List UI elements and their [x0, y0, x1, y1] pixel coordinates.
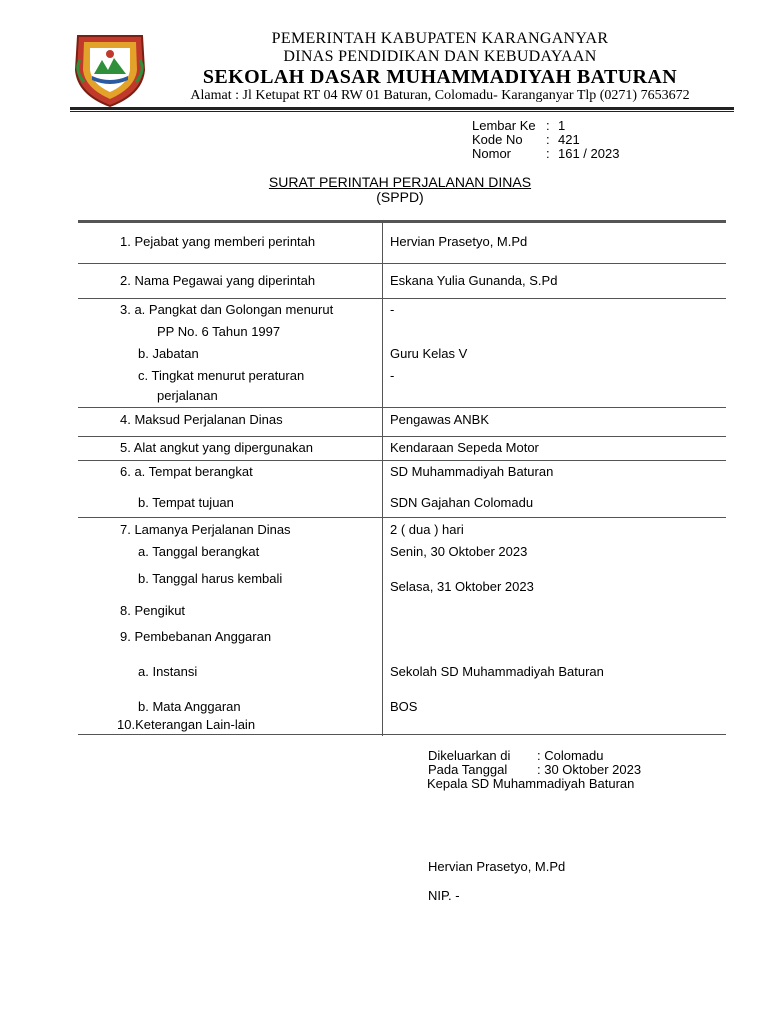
issued-date-label: Pada Tanggal [428, 762, 508, 777]
row-5-label: 5. Alat angkut yang dipergunakan [120, 440, 313, 455]
table-column-divider [382, 221, 383, 736]
row-3b-label: b. Jabatan [138, 346, 199, 361]
school-name: SEKOLAH DASAR MUHAMMADIYAH BATURAN [202, 66, 678, 88]
row-7-value: 2 ( dua ) hari [390, 522, 464, 537]
row-1-value: Hervian Prasetyo, M.Pd [390, 234, 528, 249]
nomor-value: 161 / 2023 [558, 146, 620, 161]
row-3c-label: c. Tingkat menurut peraturan [138, 368, 305, 383]
row-divider [78, 263, 726, 264]
row-3a-label-cont: PP No. 6 Tahun 1997 [157, 324, 281, 339]
row-6a-value: SD Muhammadiyah Baturan [390, 464, 554, 479]
row-9a-value: Sekolah SD Muhammadiyah Baturan [390, 664, 604, 679]
row-divider [78, 298, 726, 299]
issued-at-value: : Colomadu [537, 748, 604, 763]
row-6b-label: b. Tempat tujuan [138, 495, 234, 510]
row-9b-label: b. Mata Anggaran [138, 699, 241, 714]
row-3a-value: - [390, 302, 395, 317]
row-3c-value: - [390, 368, 395, 383]
row-divider [78, 460, 726, 461]
row-5-value: Kendaraan Sepeda Motor [390, 440, 539, 455]
row-6b-value: SDN Gajahan Colomadu [390, 495, 534, 510]
row-7-label: 7. Lamanya Perjalanan Dinas [120, 522, 291, 537]
signatory-nip: NIP. - [428, 888, 460, 903]
lembar-label: Lembar Ke [472, 118, 536, 133]
row-2-value: Eskana Yulia Gunanda, S.Pd [390, 273, 558, 288]
row-divider [78, 436, 726, 437]
row-7a-value: Senin, 30 Oktober 2023 [390, 544, 528, 559]
row-4-value: Pengawas ANBK [390, 412, 490, 427]
row-6a-label: 6. a. Tempat berangkat [120, 464, 253, 479]
lembar-value: 1 [558, 118, 566, 133]
issued-date-value: : 30 Oktober 2023 [537, 762, 642, 777]
government-name: PEMERINTAH KABUPATEN KARANGANYAR [271, 30, 609, 47]
lembar-sep: : [546, 118, 550, 133]
nomor-label: Nomor [472, 146, 512, 161]
document-subtitle: (SPPD) [376, 189, 424, 205]
row-7b-label: b. Tanggal harus kembali [138, 571, 283, 586]
table-top-border [78, 220, 726, 223]
issued-at-label: Dikeluarkan di [428, 748, 511, 763]
kode-label: Kode No [472, 132, 523, 147]
row-divider [78, 407, 726, 408]
row-7b-value: Selasa, 31 Oktober 2023 [390, 579, 534, 594]
letterhead-rule [70, 107, 734, 110]
row-4-label: 4. Maksud Perjalanan Dinas [120, 412, 283, 427]
regency-crest-icon [70, 30, 150, 108]
row-10-label: 10.Keterangan Lain-lain [117, 717, 256, 732]
row-9b-value: BOS [390, 699, 418, 714]
row-9-label: 9. Pembebanan Anggaran [120, 629, 272, 644]
kode-value: 421 [558, 132, 580, 147]
row-3b-value: Guru Kelas V [390, 346, 468, 361]
row-2-label: 2. Nama Pegawai yang diperintah [120, 273, 316, 288]
letterhead-rule-thin [70, 111, 734, 112]
document-title: SURAT PERINTAH PERJALANAN DINAS [268, 174, 532, 190]
row-divider [78, 517, 726, 518]
table-bottom-border [78, 734, 726, 735]
row-3c-label-cont: perjalanan [157, 388, 218, 403]
department-name: DINAS PENDIDIKAN DAN KEBUDAYAAN [283, 48, 597, 65]
kode-sep: : [546, 132, 550, 147]
school-address: Alamat : Jl Ketupat RT 04 RW 01 Baturan, Colomadu- Karanganyar Tlp (0271) 7653672 [190, 88, 690, 103]
row-8-label: 8. Pengikut [120, 603, 186, 618]
signatory-name: Hervian Prasetyo, M.Pd [428, 859, 566, 874]
row-3a-label: 3. a. Pangkat dan Golongan menurut [120, 302, 334, 317]
row-9a-label: a. Instansi [138, 664, 198, 679]
signatory-position: Kepala SD Muhammadiyah Baturan [427, 776, 635, 791]
nomor-sep: : [546, 146, 550, 161]
row-7a-label: a. Tanggal berangkat [138, 544, 260, 559]
row-1-label: 1. Pejabat yang memberi perintah [120, 234, 316, 249]
